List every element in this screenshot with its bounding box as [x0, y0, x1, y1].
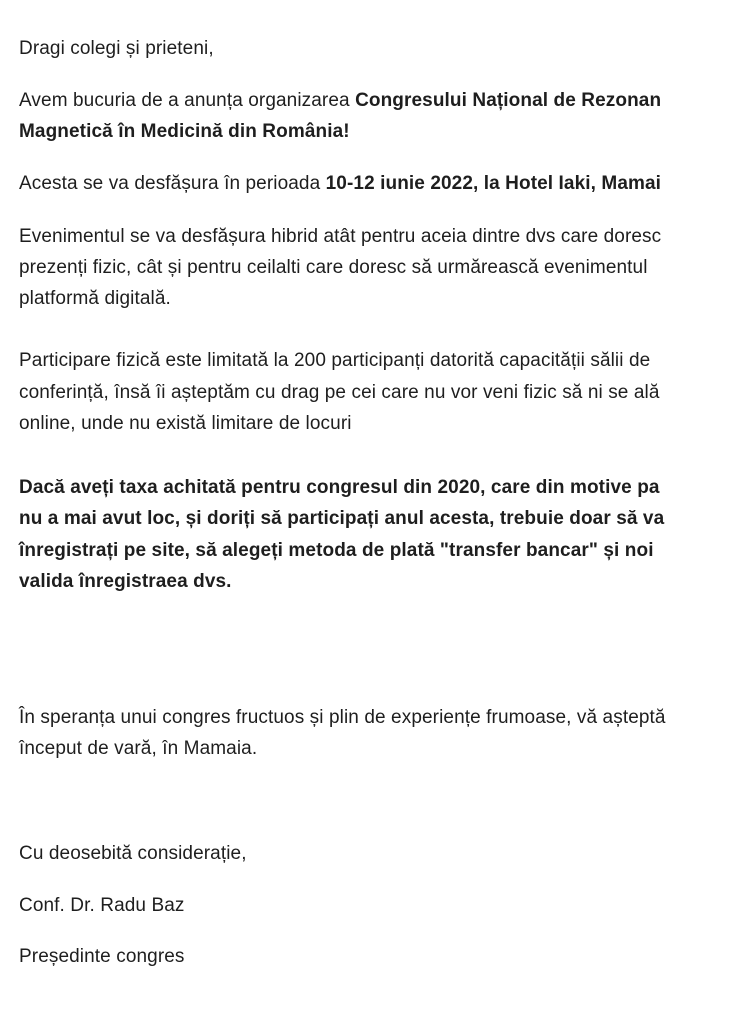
announcement-line-1 [19, 88, 661, 114]
event-date-intro-text: Acesta se va desfășura în perioada [19, 173, 326, 194]
congress-name-part-1: Congresului Național de Rezonan [355, 90, 662, 111]
participation-line-1: Participare fizică este limitată la 200 participanți datorită capacității sălii de [19, 350, 651, 371]
signature-name: Conf. Dr. Radu Baz [19, 895, 185, 916]
greeting-line: Dragi colegi și prieteni, [19, 38, 214, 59]
participation-line-3: online, unde nu există limitare de locuri [19, 413, 352, 434]
participation-line-2: conferință, însă îi așteptăm cu drag pe cei care nu vor veni fizic să ni se ală [19, 382, 660, 403]
event-date-line [19, 171, 661, 197]
fee-notice-line-1: Dacă aveți taxa achitată pentru congresul din 2020, care din motive pa [19, 477, 660, 498]
hybrid-event-line-2: prezenți fizic, cât și pentru ceilalti care doresc să urmărească evenimentul [19, 257, 648, 278]
congress-name-part-2: Magnetică în Medicină din România! [19, 121, 350, 142]
closing-wish-line-2: început de vară, în Mamaia. [19, 738, 258, 759]
hybrid-event-line-3: platformă digitală. [19, 288, 171, 309]
signature-title: Președinte congres [19, 946, 185, 967]
event-date-location: 10-12 iunie 2022, la Hotel Iaki, Mamai [325, 173, 662, 194]
fee-notice-line-2: nu a mai avut loc, și doriți să participați anul acesta, trebuie doar să va [19, 508, 665, 529]
closing-salutation: Cu deosebită considerație, [19, 843, 247, 864]
fee-notice-line-3: înregistrați pe site, să alegeți metoda de plată "transfer bancar" și noi [19, 540, 654, 561]
fee-notice-line-4: valida înregistraea dvs. [19, 571, 232, 592]
hybrid-event-line-1: Evenimentul se va desfășura hibrid atât pentru aceia dintre dvs care doresc [19, 226, 662, 247]
announcement-intro-text: Avem bucuria de a anunța organizarea [19, 90, 356, 111]
closing-wish-line-1: În speranța unui congres fructuos și plin de experiențe frumoase, vă așteptă [19, 707, 666, 728]
